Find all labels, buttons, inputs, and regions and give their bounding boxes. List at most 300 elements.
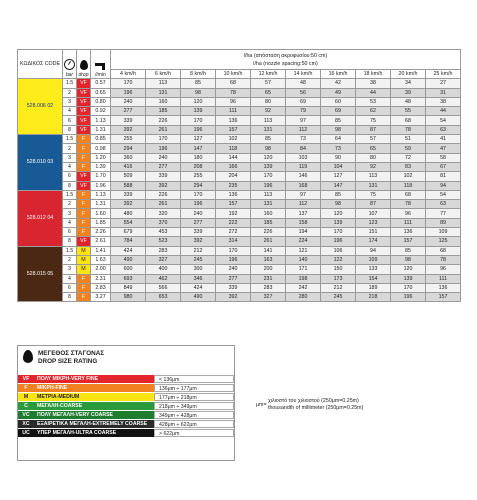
- rate-cell: 83: [391, 162, 426, 171]
- flow-cell: 2.00: [91, 265, 111, 274]
- rate-cell: 462: [146, 274, 181, 283]
- code-header: ΚΩΔΙΚΟΣ CODE: [18, 50, 63, 79]
- rate-cell: 150: [321, 265, 356, 274]
- rate-cell: 490: [111, 255, 146, 264]
- rate-cell: 151: [356, 228, 391, 237]
- rate-cell: 277: [216, 274, 251, 283]
- speed-header: 25 km/h: [426, 70, 461, 79]
- speed-header: 20 km/h: [391, 70, 426, 79]
- rate-cell: 98: [181, 88, 216, 97]
- speed-header: 4 km/h: [111, 70, 146, 79]
- rate-cell: 90: [321, 153, 356, 162]
- flow-cell: 1.13: [91, 116, 111, 125]
- flow-cell: 1.96: [91, 181, 111, 190]
- rate-cell: 51: [391, 135, 426, 144]
- rate-cell: 111: [391, 218, 426, 227]
- speed-header: 16 km/h: [321, 70, 356, 79]
- rate-cell: 118: [216, 144, 251, 153]
- rate-cell: 212: [321, 283, 356, 292]
- rate-cell: 392: [111, 200, 146, 209]
- drop-size-cell: VF: [77, 107, 91, 116]
- table-row: [18, 153, 461, 162]
- rate-cell: 27: [426, 79, 461, 88]
- rate-cell: 226: [146, 116, 181, 125]
- rate-cell: 84: [286, 144, 321, 153]
- rate-cell: 56: [286, 88, 321, 97]
- legend-range: > 622μm: [154, 429, 234, 437]
- rate-cell: 255: [181, 172, 216, 181]
- nozzle-code: 528.010 03: [18, 135, 63, 191]
- rate-cell: 85: [251, 135, 286, 144]
- legend-name: ΕΞΑΙΡΕΤΙΚΑ ΜΕΓΑΛΗ-EXTREMELY COARSE: [34, 420, 154, 428]
- rate-cell: 75: [356, 116, 391, 125]
- pressure-cell: 8: [63, 181, 77, 190]
- rate-cell: 120: [391, 265, 426, 274]
- rate-cell: 102: [391, 172, 426, 181]
- legend-abbr: VF: [18, 375, 34, 383]
- rate-cell: 80: [356, 153, 391, 162]
- table-row: [18, 162, 461, 171]
- rate-cell: 57: [251, 79, 286, 88]
- rate-cell: 392: [216, 293, 251, 302]
- legend-range: < 136μm: [154, 375, 234, 383]
- drop-size-cell: VF: [77, 88, 91, 97]
- rate-cell: 96: [216, 97, 251, 106]
- table-row: [18, 172, 461, 181]
- rate-cell: 242: [286, 283, 321, 292]
- legend-item: [18, 383, 234, 392]
- rate-cell: 136: [426, 283, 461, 292]
- rate-cell: 240: [216, 265, 251, 274]
- rate-cell: 222: [216, 218, 251, 227]
- legend-range: 136μm ÷ 177μm: [154, 384, 234, 392]
- rate-cell: 136: [216, 190, 251, 199]
- rate-cell: 80: [251, 97, 286, 106]
- legend-name: ΜΕΓΑΛΗ-COARSE: [34, 402, 154, 410]
- rate-cell: 63: [426, 200, 461, 209]
- rate-cell: 85: [321, 116, 356, 125]
- rate-cell: 185: [146, 107, 181, 116]
- pressure-header: bar: [63, 50, 77, 79]
- rate-cell: 490: [181, 293, 216, 302]
- rate-cell: 140: [286, 255, 321, 264]
- pressure-cell: 3: [63, 97, 77, 106]
- table-row: [18, 209, 461, 218]
- pressure-cell: 4: [63, 274, 77, 283]
- rate-cell: 136: [216, 116, 251, 125]
- drop-icon: [80, 60, 88, 70]
- rate-cell: 47: [426, 144, 461, 153]
- flow-cell: 0.57: [91, 79, 111, 88]
- rate-cell: 416: [111, 162, 146, 171]
- rate-cell: 144: [216, 153, 251, 162]
- micrometer-note: [256, 398, 363, 412]
- rate-cell: 196: [146, 144, 181, 153]
- rate-cell: 170: [111, 79, 146, 88]
- rate-cell: 339: [146, 172, 181, 181]
- rate-cell: 171: [286, 265, 321, 274]
- rate-cell: 509: [111, 172, 146, 181]
- rate-cell: 38: [356, 79, 391, 88]
- table-row: [18, 218, 461, 227]
- drop-size-cell: VF: [77, 125, 91, 134]
- flow-cell: 2.26: [91, 228, 111, 237]
- rate-cell: 523: [146, 237, 181, 246]
- rate-cell: 136: [391, 228, 426, 237]
- rate-cell: 131: [146, 88, 181, 97]
- rate-cell: 131: [251, 200, 286, 209]
- speed-header: 8 km/h: [181, 70, 216, 79]
- rate-cell: 106: [321, 246, 356, 255]
- rate-cell: 72: [391, 153, 426, 162]
- table-row: [18, 97, 461, 106]
- rate-cell: 226: [251, 228, 286, 237]
- rate-cell: 78: [391, 200, 426, 209]
- rate-cell: 272: [216, 228, 251, 237]
- pressure-cell: 6: [63, 116, 77, 125]
- drop-size-cell: F: [77, 200, 91, 209]
- pressure-cell: 6: [63, 283, 77, 292]
- rate-cell: 112: [286, 200, 321, 209]
- rate-cell: 39: [391, 88, 426, 97]
- rate-cell: 78: [391, 125, 426, 134]
- rate-cell: 54: [426, 190, 461, 199]
- rate-cell: 346: [181, 274, 216, 283]
- table-row: [18, 79, 461, 88]
- rate-cell: 141: [251, 246, 286, 255]
- rate-cell: 63: [426, 125, 461, 134]
- rate-cell: 339: [111, 190, 146, 199]
- rate-cell: 89: [426, 218, 461, 227]
- table-row: [18, 125, 461, 134]
- rate-cell: 42: [321, 79, 356, 88]
- rate-cell: 277: [146, 162, 181, 171]
- legend-range: 349μm ÷ 428μm: [154, 411, 234, 419]
- rate-cell: 68: [426, 246, 461, 255]
- flow-cell: 1.41: [91, 246, 111, 255]
- flow-cell: 0.98: [91, 144, 111, 153]
- table-row: [18, 283, 461, 292]
- rate-cell: 85: [391, 246, 426, 255]
- rate-cell: 200: [251, 265, 286, 274]
- rate-cell: 58: [426, 153, 461, 162]
- rate-cell: 314: [216, 237, 251, 246]
- rate-cell: 224: [286, 237, 321, 246]
- table-row: [18, 190, 461, 199]
- pressure-cell: 1.5: [63, 135, 77, 144]
- rate-cell: 113: [251, 190, 286, 199]
- drop-size-cell: F: [77, 218, 91, 227]
- pressure-gauge-icon: [64, 59, 75, 70]
- rate-cell: 146: [286, 172, 321, 181]
- flow-cell: 1.63: [91, 255, 111, 264]
- rate-cell: 53: [356, 97, 391, 106]
- flow-cell: 1.13: [91, 190, 111, 199]
- rate-cell: 137: [286, 209, 321, 218]
- drop-size-cell: F: [77, 274, 91, 283]
- rate-cell: 327: [146, 255, 181, 264]
- drop-size-cell: VF: [77, 181, 91, 190]
- flow-cell: 0.85: [91, 135, 111, 144]
- flow-cell: 0.80: [91, 97, 111, 106]
- rate-cell: 104: [321, 162, 356, 171]
- rate-cell: 98: [251, 144, 286, 153]
- speed-header: 18 km/h: [356, 70, 391, 79]
- legend-abbr: XC: [18, 420, 34, 428]
- rate-cell: 339: [216, 283, 251, 292]
- rate-cell: 147: [321, 181, 356, 190]
- rate-cell: 62: [356, 107, 391, 116]
- rate-cell: 109: [356, 255, 391, 264]
- rate-cell: 75: [356, 190, 391, 199]
- nozzle-code: 528.015 05: [18, 246, 63, 302]
- drop-size-cell: VF: [77, 172, 91, 181]
- table-body: [18, 79, 461, 302]
- rate-cell: 196: [216, 255, 251, 264]
- legend-item: [18, 410, 234, 419]
- drop-size-cell: M: [77, 265, 91, 274]
- legend-item: [18, 428, 234, 437]
- legend-name: ΠΟΛΥ ΜΕΓΑΛΗ-VERY COARSE: [34, 411, 154, 419]
- rate-cell: 360: [111, 153, 146, 162]
- flow-cell: 1.85: [91, 218, 111, 227]
- rate-cell: 97: [286, 116, 321, 125]
- legend-item: [18, 401, 234, 410]
- drop-size-cell: F: [77, 228, 91, 237]
- rate-cell: 131: [356, 181, 391, 190]
- legend-name: ΜΙΚΡΗ-FINE: [34, 384, 154, 392]
- rate-cell: 96: [391, 209, 426, 218]
- rate-cell: 245: [321, 293, 356, 302]
- rate-cell: 212: [181, 246, 216, 255]
- flow-cell: 1.70: [91, 172, 111, 181]
- rate-cell: 44: [426, 107, 461, 116]
- rate-cell: 189: [356, 283, 391, 292]
- rate-cell: 208: [181, 162, 216, 171]
- table-row: [18, 144, 461, 153]
- flow-cell: 1.31: [91, 125, 111, 134]
- rate-cell: 103: [286, 153, 321, 162]
- rate-cell: 113: [251, 116, 286, 125]
- speed-header: 10 km/h: [216, 70, 251, 79]
- rate-cell: 65: [251, 88, 286, 97]
- rate-cell: 121: [286, 246, 321, 255]
- rate-cell: 277: [181, 218, 216, 227]
- rate-cell: 97: [286, 190, 321, 199]
- pressure-cell: 2: [63, 255, 77, 264]
- legend-abbr: VC: [18, 411, 34, 419]
- flow-cell: 0.65: [91, 88, 111, 97]
- legend-name: ΠΟΛΥ ΜΙΚΡΗ-VERY FINE: [34, 375, 154, 383]
- rate-cell: 226: [146, 190, 181, 199]
- pressure-cell: 1.5: [63, 246, 77, 255]
- rate-cell: 157: [216, 200, 251, 209]
- rate-cell: 107: [356, 209, 391, 218]
- pressure-cell: 1.5: [63, 190, 77, 199]
- rate-cell: 196: [321, 237, 356, 246]
- rate-cell: 980: [111, 293, 146, 302]
- rate-cell: 240: [146, 153, 181, 162]
- rate-cell: 392: [146, 181, 181, 190]
- rate-cell: 158: [286, 218, 321, 227]
- rate-cell: 113: [356, 172, 391, 181]
- rate-cell: 653: [146, 293, 181, 302]
- rate-cell: 166: [216, 162, 251, 171]
- rate-cell: 185: [251, 218, 286, 227]
- pressure-cell: 2: [63, 200, 77, 209]
- drop-header: drop: [77, 50, 91, 79]
- rate-cell: 79: [286, 107, 321, 116]
- rate-cell: 139: [391, 274, 426, 283]
- rate-cell: 131: [251, 125, 286, 134]
- rate-cell: 118: [391, 181, 426, 190]
- rate-cell: 392: [181, 237, 216, 246]
- rate-cell: 170: [216, 246, 251, 255]
- rate-cell: 283: [251, 283, 286, 292]
- rate-cell: 170: [251, 172, 286, 181]
- rate-cell: 392: [111, 125, 146, 134]
- rate-cell: 123: [356, 218, 391, 227]
- rate-cell: 554: [111, 218, 146, 227]
- drop-size-cell: VF: [77, 97, 91, 106]
- pressure-cell: 4: [63, 162, 77, 171]
- rate-cell: 198: [286, 274, 321, 283]
- rate-cell: 120: [321, 209, 356, 218]
- rate-cell: 55: [391, 107, 426, 116]
- pressure-cell: 3: [63, 209, 77, 218]
- rate-cell: 44: [356, 88, 391, 97]
- rate-cell: 127: [321, 172, 356, 181]
- rate-cell: 120: [181, 97, 216, 106]
- flow-cell: 1.20: [91, 153, 111, 162]
- rate-cell: 78: [426, 255, 461, 264]
- rate-cell: 157: [426, 293, 461, 302]
- drop-size-cell: F: [77, 209, 91, 218]
- flow-cell: 1.39: [91, 162, 111, 171]
- rate-cell: 566: [146, 283, 181, 292]
- drop-size-cell: F: [77, 162, 91, 171]
- drop-size-cell: F: [77, 293, 91, 302]
- nozzle-code: 528.006 02: [18, 79, 63, 135]
- rate-cell: 240: [181, 209, 216, 218]
- rate-cell: 170: [181, 116, 216, 125]
- rate-cell: 327: [251, 293, 286, 302]
- rate-cell: 41: [426, 135, 461, 144]
- flow-header: l/min: [91, 50, 111, 79]
- rate-cell: 218: [356, 293, 391, 302]
- rate-cell: 320: [146, 209, 181, 218]
- drop-size-cell: VF: [77, 116, 91, 125]
- rate-cell: 78: [216, 88, 251, 97]
- rate-cell: 160: [146, 97, 181, 106]
- pressure-cell: 4: [63, 218, 77, 227]
- rate-cell: 133: [356, 265, 391, 274]
- rate-cell: 127: [181, 135, 216, 144]
- rate-cell: 85: [181, 79, 216, 88]
- rate-cell: 294: [111, 144, 146, 153]
- rate-cell: 147: [181, 144, 216, 153]
- rate-cell: 196: [181, 125, 216, 134]
- rate-cell: 277: [111, 107, 146, 116]
- rate-cell: 54: [426, 116, 461, 125]
- pressure-cell: 2: [63, 144, 77, 153]
- rate-cell: 174: [356, 237, 391, 246]
- rate-cell: 192: [216, 209, 251, 218]
- rate-cell: 424: [181, 283, 216, 292]
- micro-symbol: μm=: [256, 402, 267, 408]
- table-row: [18, 135, 461, 144]
- legend-title-gr: ΜΕΓΕΘΟΣ ΣΤΑΓΟΝΑΣ: [38, 350, 105, 357]
- tap-icon: [95, 61, 107, 70]
- table-row: [18, 237, 461, 246]
- pressure-cell: 8: [63, 237, 77, 246]
- speed-header: 6 km/h: [146, 70, 181, 79]
- rate-cell: 48: [286, 79, 321, 88]
- pressure-cell: 3: [63, 265, 77, 274]
- rate-cell: 588: [111, 181, 146, 190]
- rate-cell: 122: [321, 255, 356, 264]
- table-row: [18, 228, 461, 237]
- rate-cell: 38: [426, 97, 461, 106]
- rate-cell: 196: [111, 88, 146, 97]
- application-rate-title: l/ha (απόσταση ακροφυσίου:50 cm) l/ha (nozzle spacing:50 cm): [111, 50, 461, 70]
- rate-cell: 294: [181, 181, 216, 190]
- table-row: [18, 246, 461, 255]
- drop-size-cell: F: [77, 153, 91, 162]
- nozzle-code: 528.012 04: [18, 190, 63, 246]
- rate-cell: 92: [251, 107, 286, 116]
- rate-cell: 180: [181, 153, 216, 162]
- rate-cell: 693: [111, 274, 146, 283]
- legend-abbr: C: [18, 402, 34, 410]
- micro-line-gr: χιλιοστό του χιλιοστού (250μm=0.25m): [268, 398, 359, 404]
- legend-name: ΥΠΕΡ ΜΕΓΑΛΗ-ULTRA COARSE: [34, 429, 154, 437]
- speed-header: 14 km/h: [286, 70, 321, 79]
- rate-cell: 59: [391, 144, 426, 153]
- rate-cell: 73: [321, 144, 356, 153]
- speed-header: 12 km/h: [251, 70, 286, 79]
- rate-cell: 68: [391, 116, 426, 125]
- rate-cell: 48: [391, 97, 426, 106]
- rate-cell: 261: [251, 237, 286, 246]
- legend-abbr: UC: [18, 429, 34, 437]
- nozzle-flow-table: [17, 49, 461, 302]
- rate-cell: 85: [321, 190, 356, 199]
- flow-cell: 2.61: [91, 237, 111, 246]
- legend-rows: [18, 374, 234, 437]
- pressure-cell: 1.5: [63, 79, 77, 88]
- drop-size-cell: M: [77, 246, 91, 255]
- rate-cell: 125: [426, 237, 461, 246]
- rate-cell: 68: [216, 79, 251, 88]
- rate-cell: 64: [321, 135, 356, 144]
- table-row: [18, 265, 461, 274]
- rate-cell: 235: [216, 181, 251, 190]
- drop-size-legend: [17, 345, 235, 461]
- rate-cell: 96: [426, 265, 461, 274]
- rate-cell: 81: [426, 172, 461, 181]
- rate-cell: 102: [216, 135, 251, 144]
- rate-cell: 49: [321, 88, 356, 97]
- pressure-cell: 3: [63, 153, 77, 162]
- rate-cell: 60: [321, 97, 356, 106]
- rate-cell: 196: [181, 200, 216, 209]
- rate-cell: 94: [356, 246, 391, 255]
- table-row: [18, 274, 461, 283]
- rate-cell: 87: [356, 200, 391, 209]
- rate-cell: 69: [321, 107, 356, 116]
- rate-cell: 65: [356, 144, 391, 153]
